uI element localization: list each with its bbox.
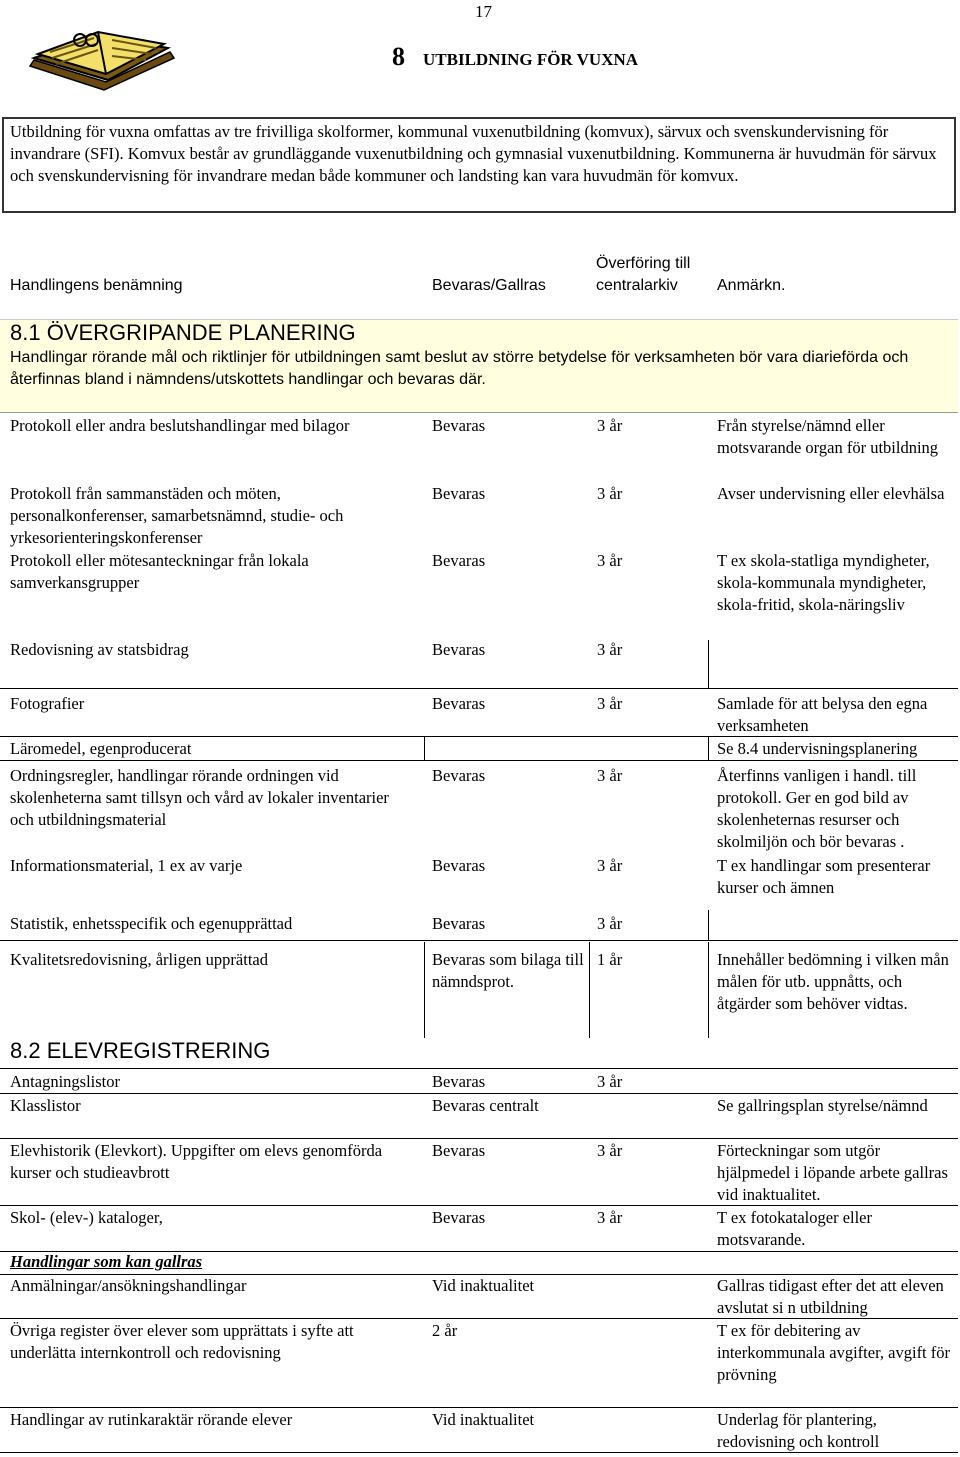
row-transfer: 3 år: [597, 694, 623, 713]
row-name: Protokoll eller mötesanteckningar från lokala samverkansgrupper: [10, 551, 309, 592]
row-name: Anmälningar/ansökningshandlingar: [10, 1276, 247, 1295]
row-note: Innehåller bedömning i vilken mån målen för utb. uppnåtts, och åtgärder som behöver vidtas.: [717, 950, 949, 1013]
divider: [0, 1068, 958, 1069]
row-note: T ex handlingar som presenterar kurser och ämnen: [717, 856, 931, 897]
row-note: Avser undervisning eller elevhälsa: [717, 484, 945, 503]
header-col-transfer: Överföring till centralarkiv: [596, 255, 691, 294]
row-transfer: 3 år: [597, 856, 623, 875]
row-note: Från styrelse/nämnd eller motsvarande organ för utbildning: [717, 416, 939, 457]
row-note: Se 8.4 undervisningsplanering: [717, 739, 918, 758]
divider: [424, 942, 425, 1038]
row-keep: Bevaras: [432, 1141, 486, 1160]
row-keep: Bevaras centralt: [432, 1096, 539, 1115]
row-note: Underlag för plantering, redovisning och kontroll: [717, 1410, 880, 1451]
row-keep: Bevaras: [432, 766, 486, 785]
divider: [0, 760, 958, 761]
divider: [0, 1407, 958, 1408]
row-name: Statistik, enhetsspecifik och egenupprättad: [10, 914, 293, 933]
row-transfer: 3 år: [597, 914, 623, 933]
row-transfer: 3 år: [597, 1072, 623, 1091]
gallras-heading: Handlingar som kan gallras: [10, 1252, 203, 1271]
divider: [708, 640, 709, 688]
row-note: Samlade för att belysa den egna verksamheten: [717, 694, 928, 735]
row-name: Informationsmaterial, 1 ex av varje: [10, 856, 243, 875]
book-logo-icon: [28, 18, 176, 98]
row-note: T ex för debitering av interkommunala avgifter, avgift för prövning: [717, 1321, 951, 1384]
row-name: Handlingar av rutinkaraktär rörande elever: [10, 1410, 293, 1429]
row-note: Se gallringsplan styrelse/nämnd: [717, 1096, 928, 1115]
row-name: Klasslistor: [10, 1096, 81, 1115]
row-name: Fotografier: [10, 694, 85, 713]
divider: [0, 1138, 958, 1139]
table-header: [0, 251, 958, 319]
intro-text: Utbildning för vuxna omfattas av tre frivilliga skolformer, kommunal vuxenutbildning (komvux), särvux och svenskundervisning för invandrare (SFI). Komvux består av grundläggande vuxenutbildning och gymnasial vuxenutbildning. Kommunerna är huvudmän för särvux och svenskundervisning för invandrare medan både kommuner och landsting kan vara huvudmän för komvux.: [2, 117, 956, 213]
row-name: Övriga register över elever som upprättats i syfte att underlätta internkontroll och redovisning: [10, 1321, 354, 1362]
row-transfer: 3 år: [597, 766, 623, 785]
divider: [0, 940, 958, 941]
header-col-notes: Anmärkn.: [717, 277, 786, 294]
divider: [0, 1093, 958, 1094]
row-name: Elevhistorik (Elevkort). Uppgifter om elevs genomförda kurser och studieavbrott: [10, 1141, 383, 1182]
header-col-keep: Bevaras/Gallras: [432, 277, 546, 294]
row-note: Återfinns vanligen i handl. till protokoll. Ger en god bild av skolenheternas resurser och skolmiljön och bör bevaras .: [717, 766, 917, 851]
row-transfer: 3 år: [597, 1208, 623, 1227]
row-transfer: 3 år: [597, 640, 623, 659]
section-description: Handlingar rörande mål och riktlinjer för utbildningen samt beslut av större betydelse för verksamheten bör vara diarieförda och återfinnas bland i nämndens/utskottets handlingar och bevaras där.: [10, 349, 909, 388]
row-keep: Bevaras: [432, 416, 486, 435]
row-transfer: 3 år: [597, 484, 623, 503]
row-keep: Bevaras: [432, 1208, 486, 1227]
row-note: Förteckningar som utgör hjälpmedel i löpande arbete gallras vid inaktualitet.: [717, 1141, 948, 1204]
chapter-title: UTBILDNING FÖR VUXNA: [423, 50, 639, 69]
row-transfer: 1 år: [597, 950, 623, 969]
divider: [0, 1205, 958, 1206]
section-title: 8.2 ELEVREGISTRERING: [10, 1038, 271, 1063]
row-keep: Bevaras: [432, 856, 486, 875]
row-transfer: 3 år: [597, 1141, 623, 1160]
row-keep: Bevaras: [432, 1072, 486, 1091]
page-number: 17: [475, 2, 492, 21]
row-name: Protokoll från sammanstäden och möten, personalkonferenser, samarbetsnämnd, studie- och yrkesorienteringskonferenser: [10, 484, 344, 547]
divider: [708, 736, 709, 760]
row-keep: Bevaras: [432, 551, 486, 570]
divider: [589, 942, 590, 1038]
row-keep: Bevaras som bilaga till nämndsprot.: [432, 950, 584, 991]
chapter-heading: [392, 42, 638, 72]
row-name: Antagningslistor: [10, 1072, 120, 1091]
divider: [708, 910, 709, 940]
row-name: Ordningsregler, handlingar rörande ordningen vid skolenheterna samt tillsyn och vård av lokaler inventarier och utbildningsmaterial: [10, 766, 389, 829]
row-keep: Vid inaktualitet: [432, 1276, 535, 1295]
row-name: Skol- (elev-) kataloger,: [10, 1208, 163, 1227]
divider: [0, 688, 958, 689]
chapter-number: 8: [392, 42, 405, 71]
row-keep: Vid inaktualitet: [432, 1410, 535, 1429]
row-keep: Bevaras: [432, 694, 486, 713]
row-name: Läromedel, egenproducerat: [10, 739, 192, 758]
row-keep: Bevaras: [432, 484, 486, 503]
row-name: Redovisning av statsbidrag: [10, 640, 189, 659]
divider: [0, 1452, 958, 1453]
divider: [0, 736, 958, 737]
divider: [0, 1318, 958, 1319]
row-name: Kvalitetsredovisning, årligen upprättad: [10, 950, 268, 969]
row-note: T ex skola-statliga myndigheter, skola-kommunala myndigheter, skola-fritid, skola-näringsliv: [717, 551, 930, 614]
row-note: Gallras tidigast efter det att eleven avslutat si n utbildning: [717, 1276, 944, 1317]
header-col-name: Handlingens benämning: [10, 277, 183, 294]
row-keep: Bevaras: [432, 640, 486, 659]
section-title: 8.1 ÖVERGRIPANDE PLANERING: [10, 320, 356, 345]
row-transfer: 3 år: [597, 551, 623, 570]
divider: [708, 942, 709, 1038]
row-note: T ex fotokataloger eller motsvarande.: [717, 1208, 873, 1249]
row-transfer: 3 år: [597, 416, 623, 435]
row-keep: Bevaras: [432, 914, 486, 933]
row-keep: 2 år: [432, 1321, 458, 1340]
row-name: Protokoll eller andra beslutshandlingar med bilagor: [10, 416, 350, 435]
divider: [424, 736, 425, 760]
